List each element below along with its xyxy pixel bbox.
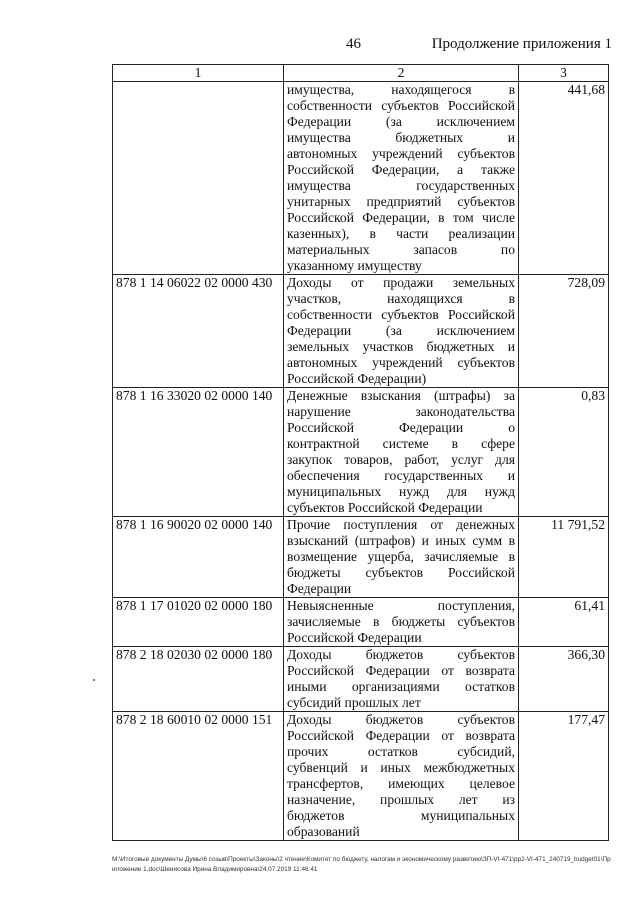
description-line: Прочие поступления от денежных — [287, 517, 515, 532]
description-line: иными организациями остатков — [287, 679, 515, 694]
continuation-label: Продолжение приложения 1 — [431, 36, 612, 52]
description-line: Российской Федерации, а также — [287, 162, 515, 177]
description-line: бюджетов муниципальных — [287, 808, 515, 823]
table-row — [113, 712, 609, 841]
budget-code-cell: 878 1 17 01020 02 0000 180 — [113, 598, 284, 647]
description-line: Российской Федерации — [287, 630, 422, 645]
column-number-1: 1 — [113, 65, 284, 82]
description-line: материальных запасов по — [287, 242, 515, 257]
amount-cell: 61,41 — [519, 598, 609, 647]
revenue-description-cell — [284, 517, 519, 598]
budget-code-cell: 878 1 14 06022 02 0000 430 — [113, 275, 284, 388]
budget-code-cell: 878 2 18 60010 02 0000 151 — [113, 712, 284, 841]
description-line: обеспечения государственных и — [287, 468, 515, 483]
description-line: Федерации (за исключением — [287, 114, 515, 129]
description-line: автономных учреждений субъектов — [287, 355, 515, 370]
description-line: унитарных предприятий субъектов — [287, 194, 515, 209]
description-line: Российской Федерации) — [287, 371, 427, 386]
description-line: бюджеты субъектов Российской — [287, 565, 515, 580]
description-line: нарушение законодательства — [287, 404, 515, 419]
description-line: муниципальных нужд для нужд — [287, 484, 515, 499]
description-line: указанному имуществу — [287, 258, 422, 273]
amount-cell: 441,68 — [519, 82, 609, 275]
budget-code-cell: 878 2 18 02030 02 0000 180 — [113, 647, 284, 712]
description-line: Федерации — [287, 581, 352, 596]
description-line: Российской Федерации от возврата — [287, 728, 515, 743]
page-number: 46 — [346, 36, 361, 52]
table-row — [113, 275, 609, 388]
table-row — [113, 517, 609, 598]
column-number-3: 3 — [519, 65, 609, 82]
revenue-description-cell — [284, 275, 519, 388]
description-line: возмещение ущерба, зачисляемые в — [287, 549, 515, 564]
scan-mark — [93, 679, 95, 681]
description-line: имущества, находящегося в — [287, 82, 515, 97]
table-row — [113, 388, 609, 517]
description-line: казенных), в части реализации — [287, 226, 515, 241]
amount-cell: 366,30 — [519, 647, 609, 712]
budget-code-cell: 878 1 16 33020 02 0000 140 — [113, 388, 284, 517]
description-line: субвенций и иных межбюджетных — [287, 760, 515, 775]
description-line: прочих остатков субсидий, — [287, 744, 515, 759]
revenue-description-cell — [284, 82, 519, 275]
description-line: имущества бюджетных и — [287, 130, 515, 145]
budget-code-cell: 878 1 16 90020 02 0000 140 — [113, 517, 284, 598]
amount-cell: 728,09 — [519, 275, 609, 388]
page-header — [0, 36, 640, 60]
budget-code-cell — [113, 82, 284, 275]
description-line: субсидий прошлых лет — [287, 695, 421, 710]
amount-cell: 11 791,52 — [519, 517, 609, 598]
description-line: Невыясненные поступления, — [287, 598, 515, 613]
description-line: собственности субъектов Российской — [287, 98, 515, 113]
description-line: образований — [287, 824, 360, 839]
description-line: взысканий (штрафов) и иных сумм в — [287, 533, 515, 548]
description-line: закупок товаров, работ, услуг для — [287, 452, 515, 467]
description-line: Доходы от продажи земельных — [287, 275, 515, 290]
description-line: трансфертов, имеющих целевое — [287, 776, 515, 791]
file-path-footer: M:\Итоговые документы Думы\6 созыв\Проекты\Законы\2 чтение\Комитет по бюджету, налогам и экономическому развитию\ЗП-VI-471\рр2-VI-471_240719_budget01\Приложение 1.doc\Шеиисова Ирина Владимировна\24.07.2019 11:46:41 — [112, 856, 611, 873]
description-line: контрактной системе в сфере — [287, 436, 515, 451]
amount-cell: 177,47 — [519, 712, 609, 841]
description-line: зачисляемые в бюджеты субъектов — [287, 614, 515, 629]
description-line: Доходы бюджетов субъектов — [287, 647, 515, 662]
description-line: Доходы бюджетов субъектов — [287, 712, 515, 727]
table-row — [113, 647, 609, 712]
description-line: Российской Федерации о — [287, 420, 515, 435]
revenue-description-cell — [284, 712, 519, 841]
description-line: Российской Федерации от возврата — [287, 663, 515, 678]
table-row — [113, 598, 609, 647]
description-line: участков, находящихся в — [287, 291, 515, 306]
description-line: субъектов Российской Федерации — [287, 500, 483, 515]
description-line: назначение, прошлых лет из — [287, 792, 515, 807]
description-line: автономных учреждений субъектов — [287, 146, 515, 161]
description-line: Денежные взыскания (штрафы) за — [287, 388, 515, 403]
column-number-row — [113, 65, 609, 82]
description-line: земельных участков бюджетных и — [287, 339, 515, 354]
column-number-2: 2 — [284, 65, 519, 82]
table-body — [113, 82, 609, 841]
description-line: имущества государственных — [287, 178, 515, 193]
amount-cell: 0,83 — [519, 388, 609, 517]
description-line: Федерации (за исключением — [287, 323, 515, 338]
description-line: Российской Федерации, в том числе — [287, 210, 515, 225]
revenue-table — [112, 64, 609, 841]
description-line: собственности субъектов Российской — [287, 307, 515, 322]
revenue-description-cell — [284, 647, 519, 712]
revenue-description-cell — [284, 598, 519, 647]
table-row — [113, 82, 609, 275]
revenue-description-cell — [284, 388, 519, 517]
